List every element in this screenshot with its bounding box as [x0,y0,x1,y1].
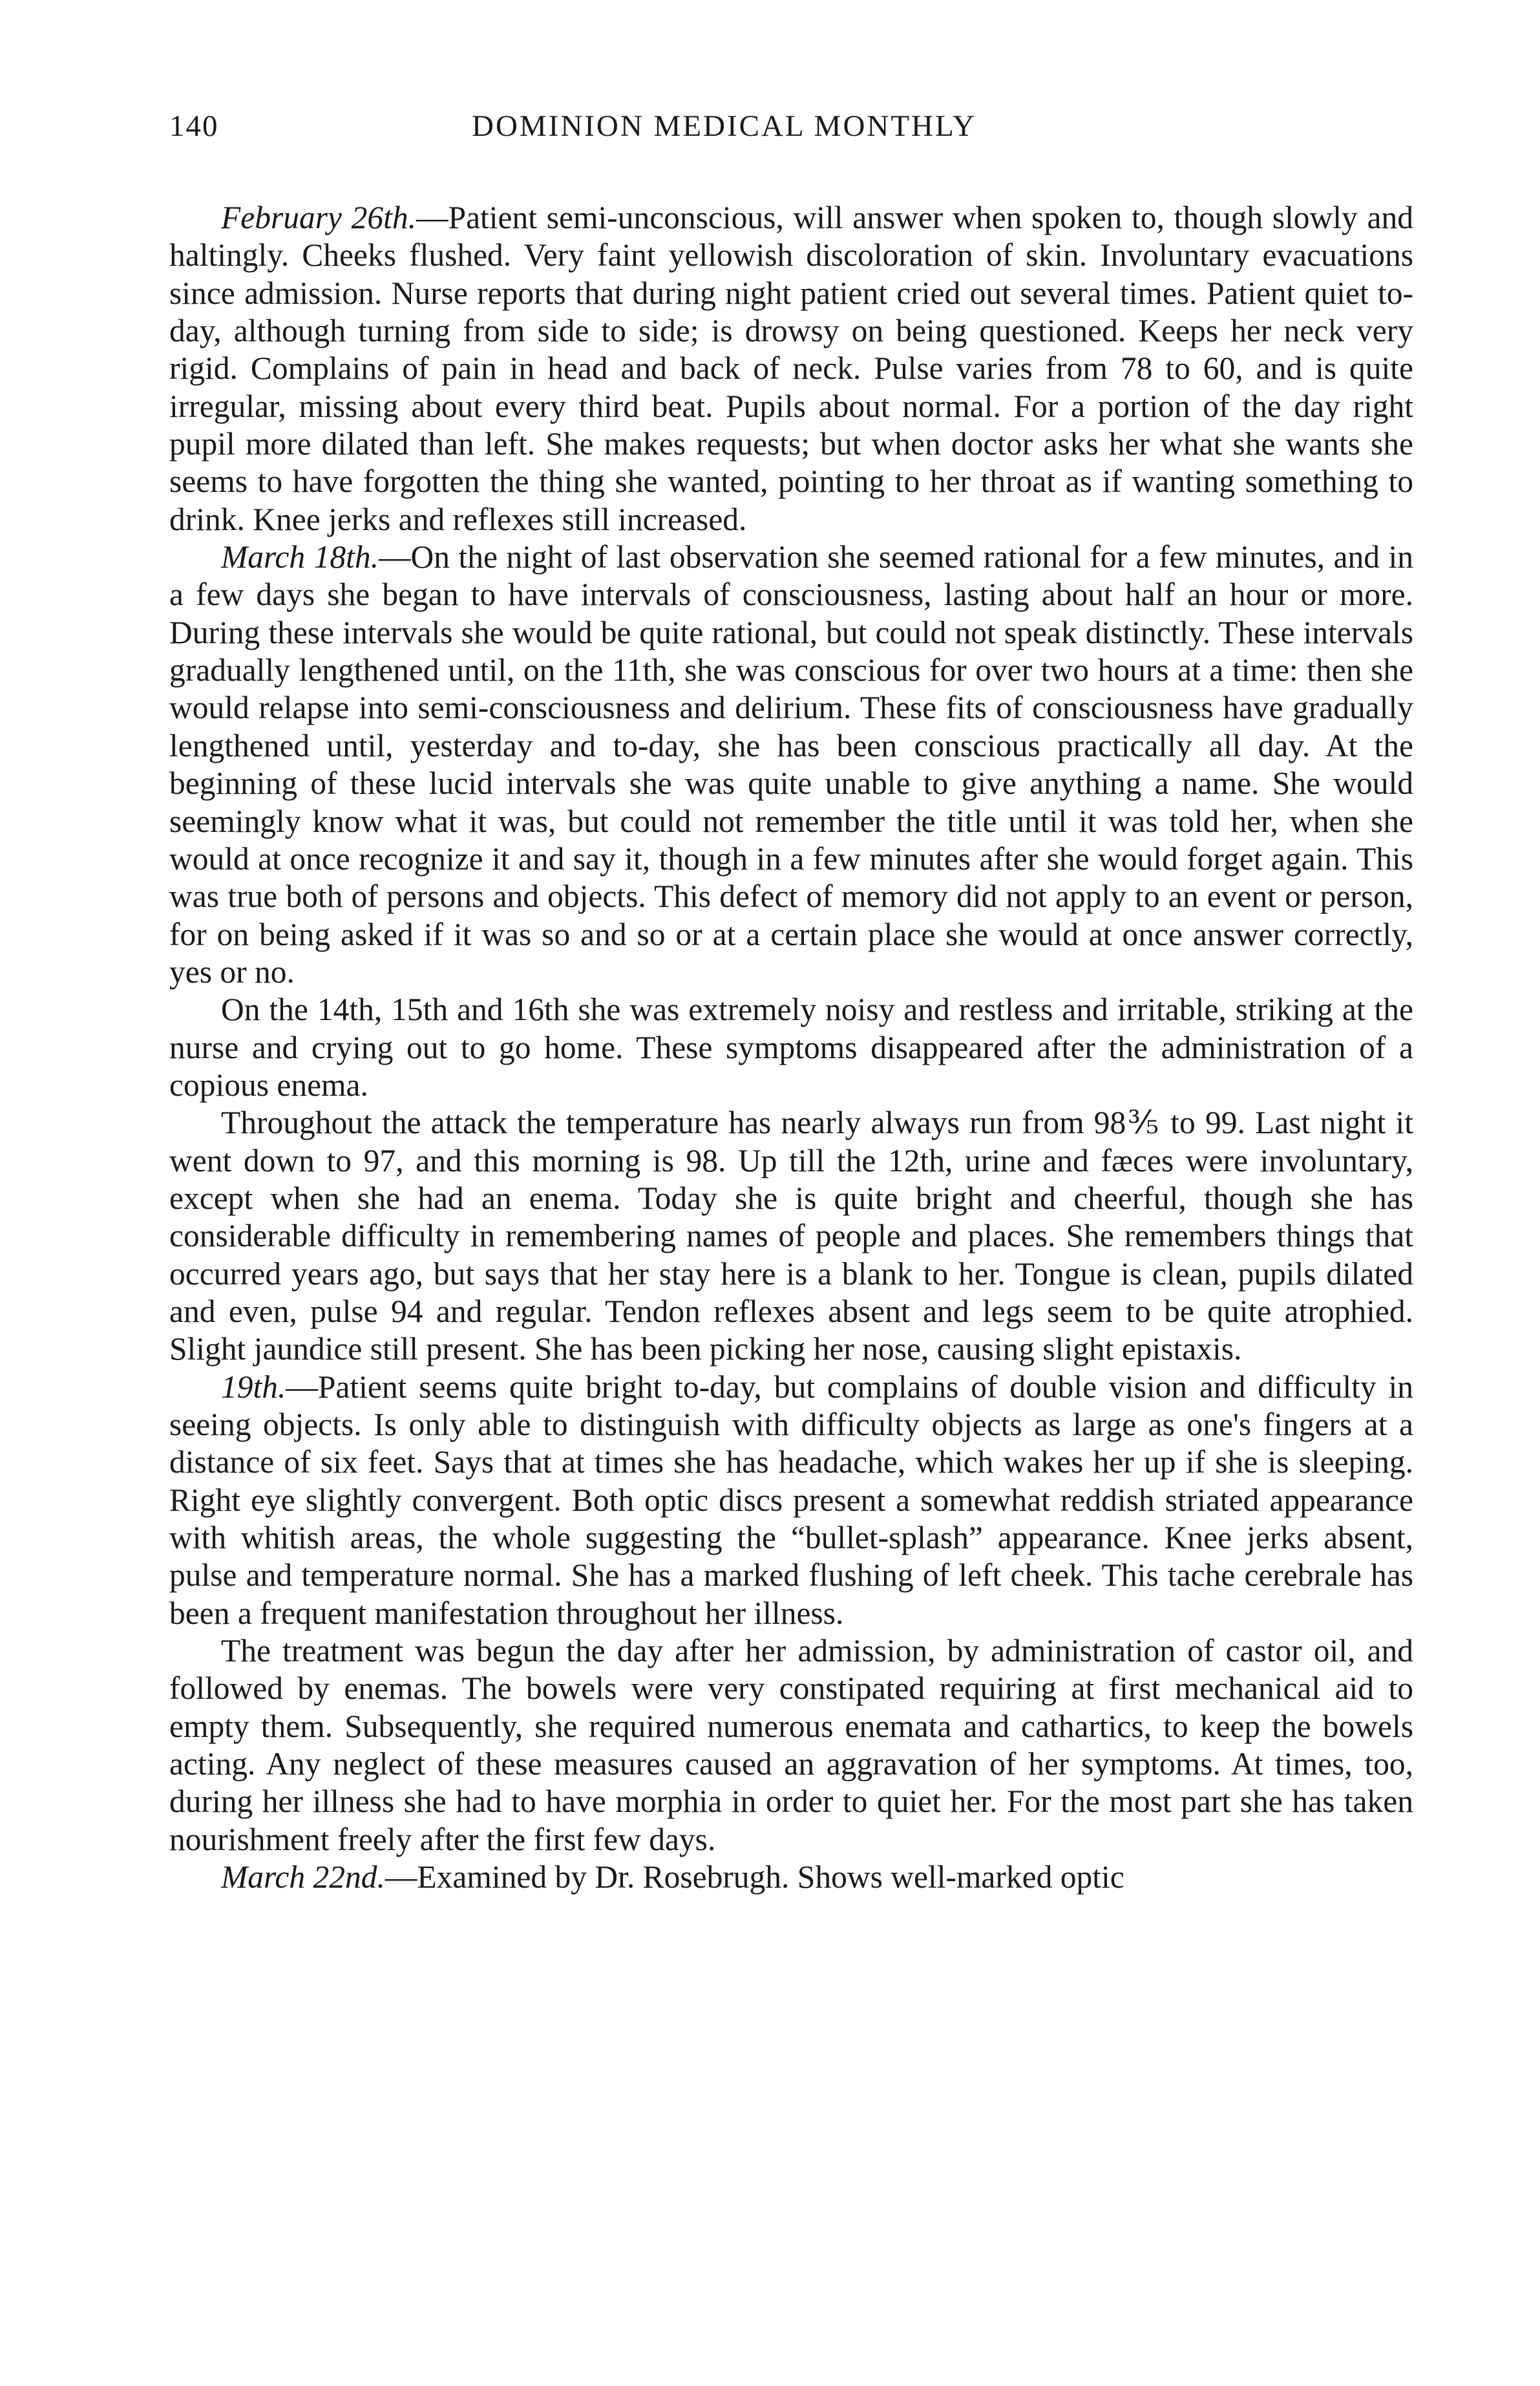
paragraph-march-22 [169,1859,1413,1896]
paragraph-text: —Examined by Dr. Rosebrugh. Shows well-marked optic [385,1859,1124,1895]
page-number: 140 [169,109,219,143]
journal-title: DOMINION MEDICAL MONTHLY [472,109,976,143]
paragraph-text: —Patient semi-unconscious, will answer when spoken to, though slowly and haltingly. Cheeks flushed. Very faint yellowish discoloration of skin. Involuntary evacuations since admission. Nurse reports that during night patient cried out several times. Patient quiet to-day, although turning from side to side; is drowsy on being questioned. Keeps her neck very rigid. Complains of pain in head and back of neck. Pulse varies from 78 to 60, and is quite irregular, missing about every third beat. Pupils about normal. For a portion of the day right pupil more dilated than left. She makes requests; but when doctor asks her what she wants she seems to have forgotten the thing she wanted, pointing to her throat as if wanting something to drink. Knee jerks and reflexes still increased. [169,200,1413,537]
paragraph-text: Throughout the attack the temperature has nearly always run from 98⅗ to 99. Last night it went down to 97, and this morning is 98. Up till the 12th, urine and fæces were involuntary, except when she had an enema. Today she is quite bright and cheerful, though she has considerable difficulty in remembering names of people and places. She remembers things that occurred years ago, but says that her stay here is a blank to her. Tongue is clean, pupils dilated and even, pulse 94 and regular. Tendon reflexes absent and legs seem to be quite atrophied. Slight jaundice still present. She has been picking her nose, causing slight epistaxis. [169,1105,1413,1367]
document-page [169,97,1413,1896]
paragraph-temperature [169,1104,1413,1368]
paragraph-february-26 [169,199,1413,538]
paragraph-text: —On the night of last observation she seemed rational for a few minutes, and in a few days she began to have intervals of consciousness, lasting about half an hour or more. During these intervals she would be quite rational, but could not speak distinctly. These intervals gradually lengthened until, on the 11th, she was conscious for over two hours at a time: then she would relapse into semi-consciousness and delirium. These fits of consciousness have gradually lengthened until, yesterday and to-day, she has been conscious practically all day. At the beginning of these lucid intervals she was quite unable to give anything a name. She would seemingly know what it was, but could not remember the title until it was told her, when she would at once recognize it and say it, though in a few minutes after she would forget again. This was true both of persons and objects. This defect of memory did not apply to an event or person, for on being asked if it was so and so or at a certain place she would at once answer correctly, yes or no. [169,539,1413,990]
dateline-march-22: March 22nd. [221,1859,385,1895]
dateline-march-18: March 18th. [221,539,379,575]
dateline-19th: 19th. [221,1369,286,1405]
paragraph-treatment [169,1632,1413,1859]
dateline-february-26: February 26th. [221,200,417,235]
paragraph-19th [169,1369,1413,1632]
paragraph-march-18 [169,538,1413,991]
paragraph-14th-16th [169,991,1413,1104]
paragraph-text: On the 14th, 15th and 16th she was extremely noisy and restless and irritable, striking at the nurse and crying out to go home. These symptoms disappeared after the administration of a copious enema. [169,992,1413,1103]
running-head [169,97,1413,149]
article-body [169,199,1413,1896]
paragraph-text: —Patient seems quite bright to-day, but complains of double vision and difficulty in seeing objects. Is only able to distinguish with difficulty objects as large as one's fingers at a distance of six feet. Says that at times she has headache, which wakes her up if she is sleeping. Right eye slightly convergent. Both optic discs present a somewhat reddish striated appearance with whitish areas, the whole suggesting the “bullet-splash” appearance. Knee jerks absent, pulse and temperature normal. She has a marked flushing of left cheek. This tache cerebrale has been a frequent manifestation throughout her illness. [169,1369,1413,1631]
paragraph-text: The treatment was begun the day after her admission, by administration of castor oil, and followed by enemas. The bowels were very constipated requiring at first mechanical aid to empty them. Subsequently, she required numerous enemata and cathartics, to keep the bowels acting. Any neglect of these measures caused an aggravation of her symptoms. At times, too, during her illness she had to have morphia in order to quiet her. For the most part she has taken nourishment freely after the first few days. [169,1633,1413,1857]
